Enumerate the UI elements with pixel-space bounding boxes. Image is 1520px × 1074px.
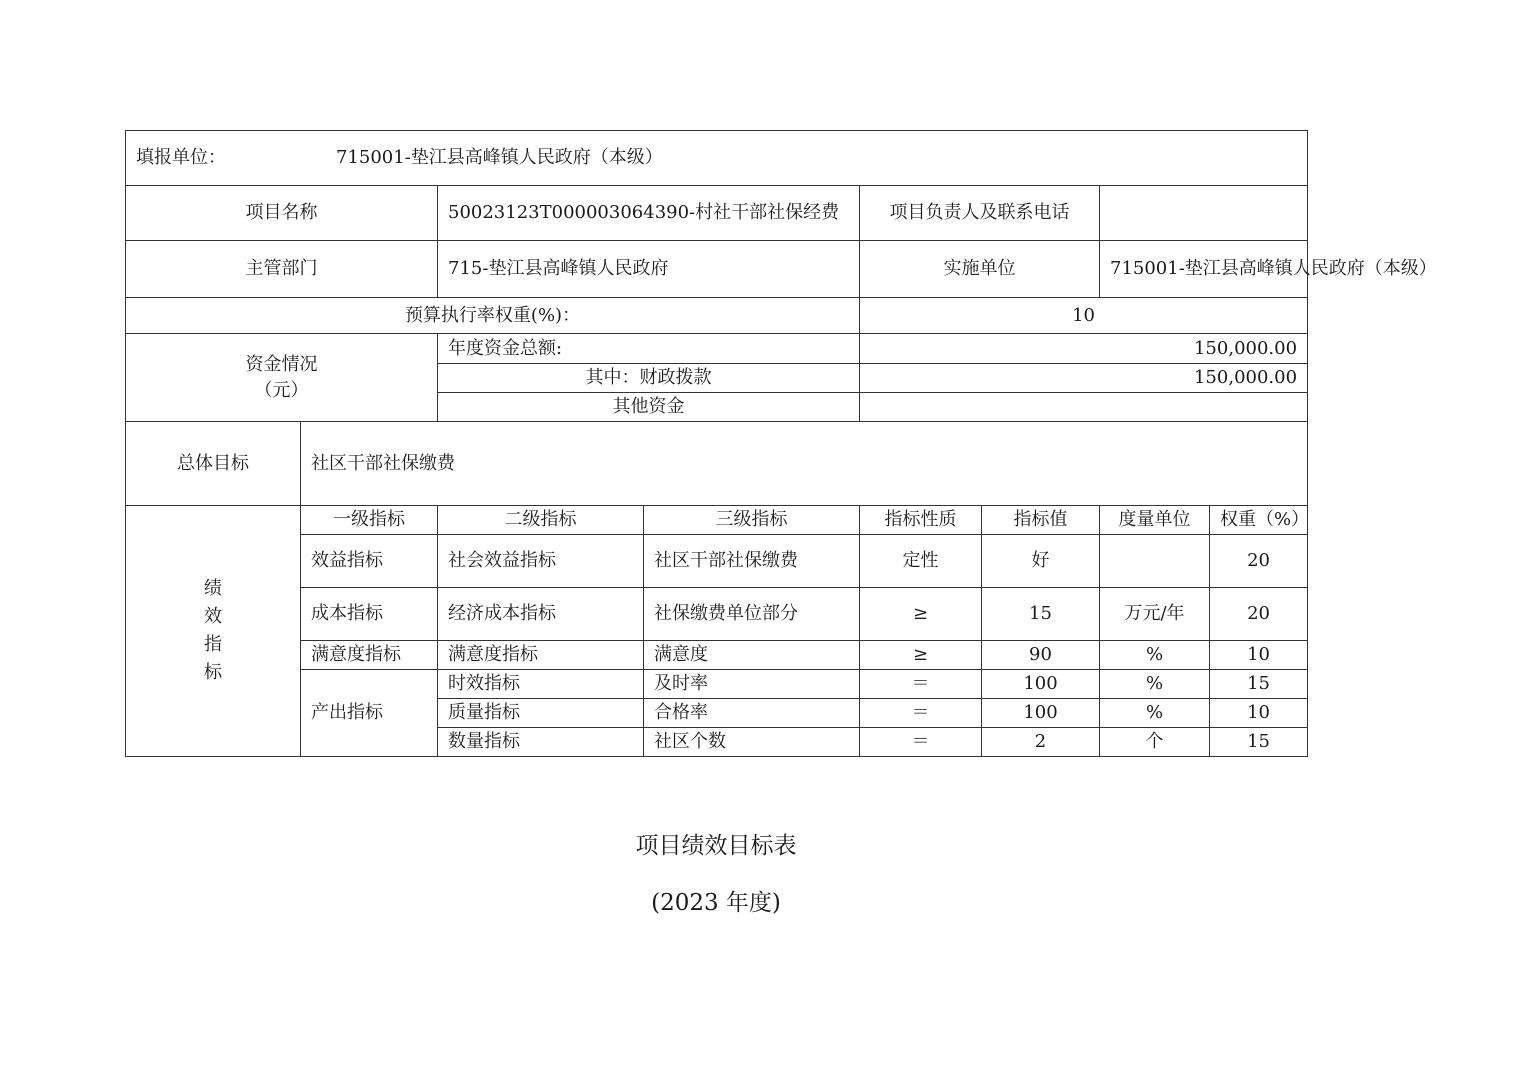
level1-cell: 效益指标 (301, 535, 438, 588)
table-row (126, 641, 1308, 670)
overall-goal-label: 总体目标 (126, 422, 301, 506)
implementing-unit-label: 实施单位 (860, 241, 1100, 298)
weight-cell: 15 (1210, 728, 1308, 757)
section-label-char: 指 (204, 634, 222, 655)
section-label-char: 效 (204, 606, 222, 627)
performance-target-table (125, 130, 1437, 757)
level3-cell: 社区个数 (644, 728, 860, 757)
level3-cell: 社保缴费单位部分 (644, 588, 860, 641)
table-row (126, 670, 1308, 699)
header-unit: 度量单位 (1100, 506, 1210, 535)
funds-label-line1: 资金情况 (245, 353, 318, 375)
level2-cell: 满意度指标 (438, 641, 644, 670)
table-row (126, 588, 1308, 641)
unit-cell: % (1100, 670, 1210, 699)
value-cell: 15 (982, 588, 1100, 641)
overall-goal-value: 社区干部社保缴费 (301, 422, 1308, 506)
value-cell: 100 (982, 699, 1100, 728)
document-subtitle: (2023 年度) (651, 890, 781, 916)
annual-total-value: 150,000.00 (860, 334, 1308, 364)
other-funds-value (860, 393, 1308, 422)
nature-cell: ＝ (860, 728, 982, 757)
annual-total-label: 年度资金总额: (438, 334, 860, 364)
table-row (126, 535, 1308, 588)
weight-cell: 10 (1210, 699, 1308, 728)
value-cell: 好 (982, 535, 1100, 588)
level1-cell: 满意度指标 (301, 641, 438, 670)
value-cell: 100 (982, 670, 1100, 699)
level2-cell: 社会效益指标 (438, 535, 644, 588)
nature-cell: ＝ (860, 670, 982, 699)
reporting-unit-row (126, 131, 1308, 186)
unit-cell: % (1100, 641, 1210, 670)
unit-cell: % (1100, 699, 1210, 728)
header-level2: 二级指标 (438, 506, 644, 535)
unit-cell: 个 (1100, 728, 1210, 757)
section-label-char: 绩 (204, 578, 222, 599)
unit-cell: 万元/年 (1100, 588, 1210, 641)
level3-cell: 合格率 (644, 699, 860, 728)
weight-cell: 15 (1210, 670, 1308, 699)
value-cell: 90 (982, 641, 1100, 670)
fiscal-allocation-value: 150,000.00 (860, 364, 1308, 393)
nature-cell: ≥ (860, 641, 982, 670)
managing-dept-label: 主管部门 (126, 241, 438, 298)
level2-cell: 质量指标 (438, 699, 644, 728)
header-level3: 三级指标 (644, 506, 860, 535)
reporting-unit-value: 715001-垫江县高峰镇人民政府（本级） (336, 147, 663, 168)
level1-cell: 成本指标 (301, 588, 438, 641)
budget-weight-value: 10 (860, 298, 1308, 334)
indicators-section-label (126, 506, 301, 757)
level2-cell: 数量指标 (438, 728, 644, 757)
level3-cell: 及时率 (644, 670, 860, 699)
level1-cell: 产出指标 (301, 670, 438, 757)
level2-cell: 经济成本指标 (438, 588, 644, 641)
project-name-value: 50023123T000003064390-村社干部社保经费 (438, 186, 860, 241)
level3-cell: 满意度 (644, 641, 860, 670)
header-weight: 权重（%） (1210, 506, 1308, 535)
budget-weight-label: 预算执行率权重(%)： (126, 298, 860, 334)
nature-cell: 定性 (860, 535, 982, 588)
level2-cell: 时效指标 (438, 670, 644, 699)
weight-cell: 10 (1210, 641, 1308, 670)
header-value: 指标值 (982, 506, 1100, 535)
project-contact-value (1100, 186, 1308, 241)
project-contact-label: 项目负责人及联系电话 (860, 186, 1100, 241)
implementing-unit-value: 715001-垫江县高峰镇人民政府（本级） (1100, 241, 1308, 298)
reporting-unit-label: 填报单位： (136, 147, 226, 168)
document-title: 项目绩效目标表 (635, 833, 797, 859)
funds-label (126, 334, 438, 422)
funds-label-line2: （元） (254, 379, 309, 401)
header-nature: 指标性质 (860, 506, 982, 535)
other-funds-label: 其他资金 (438, 393, 860, 422)
header-level1: 一级指标 (301, 506, 438, 535)
value-cell: 2 (982, 728, 1100, 757)
weight-cell: 20 (1210, 588, 1308, 641)
project-name-label: 项目名称 (126, 186, 438, 241)
unit-cell (1100, 535, 1210, 588)
fiscal-allocation-label: 其中：财政拨款 (438, 364, 860, 393)
level3-cell: 社区干部社保缴费 (644, 535, 860, 588)
section-label-char: 标 (204, 662, 222, 683)
nature-cell: ≥ (860, 588, 982, 641)
weight-cell: 20 (1210, 535, 1308, 588)
nature-cell: ＝ (860, 699, 982, 728)
managing-dept-value: 715-垫江县高峰镇人民政府 (438, 241, 860, 298)
